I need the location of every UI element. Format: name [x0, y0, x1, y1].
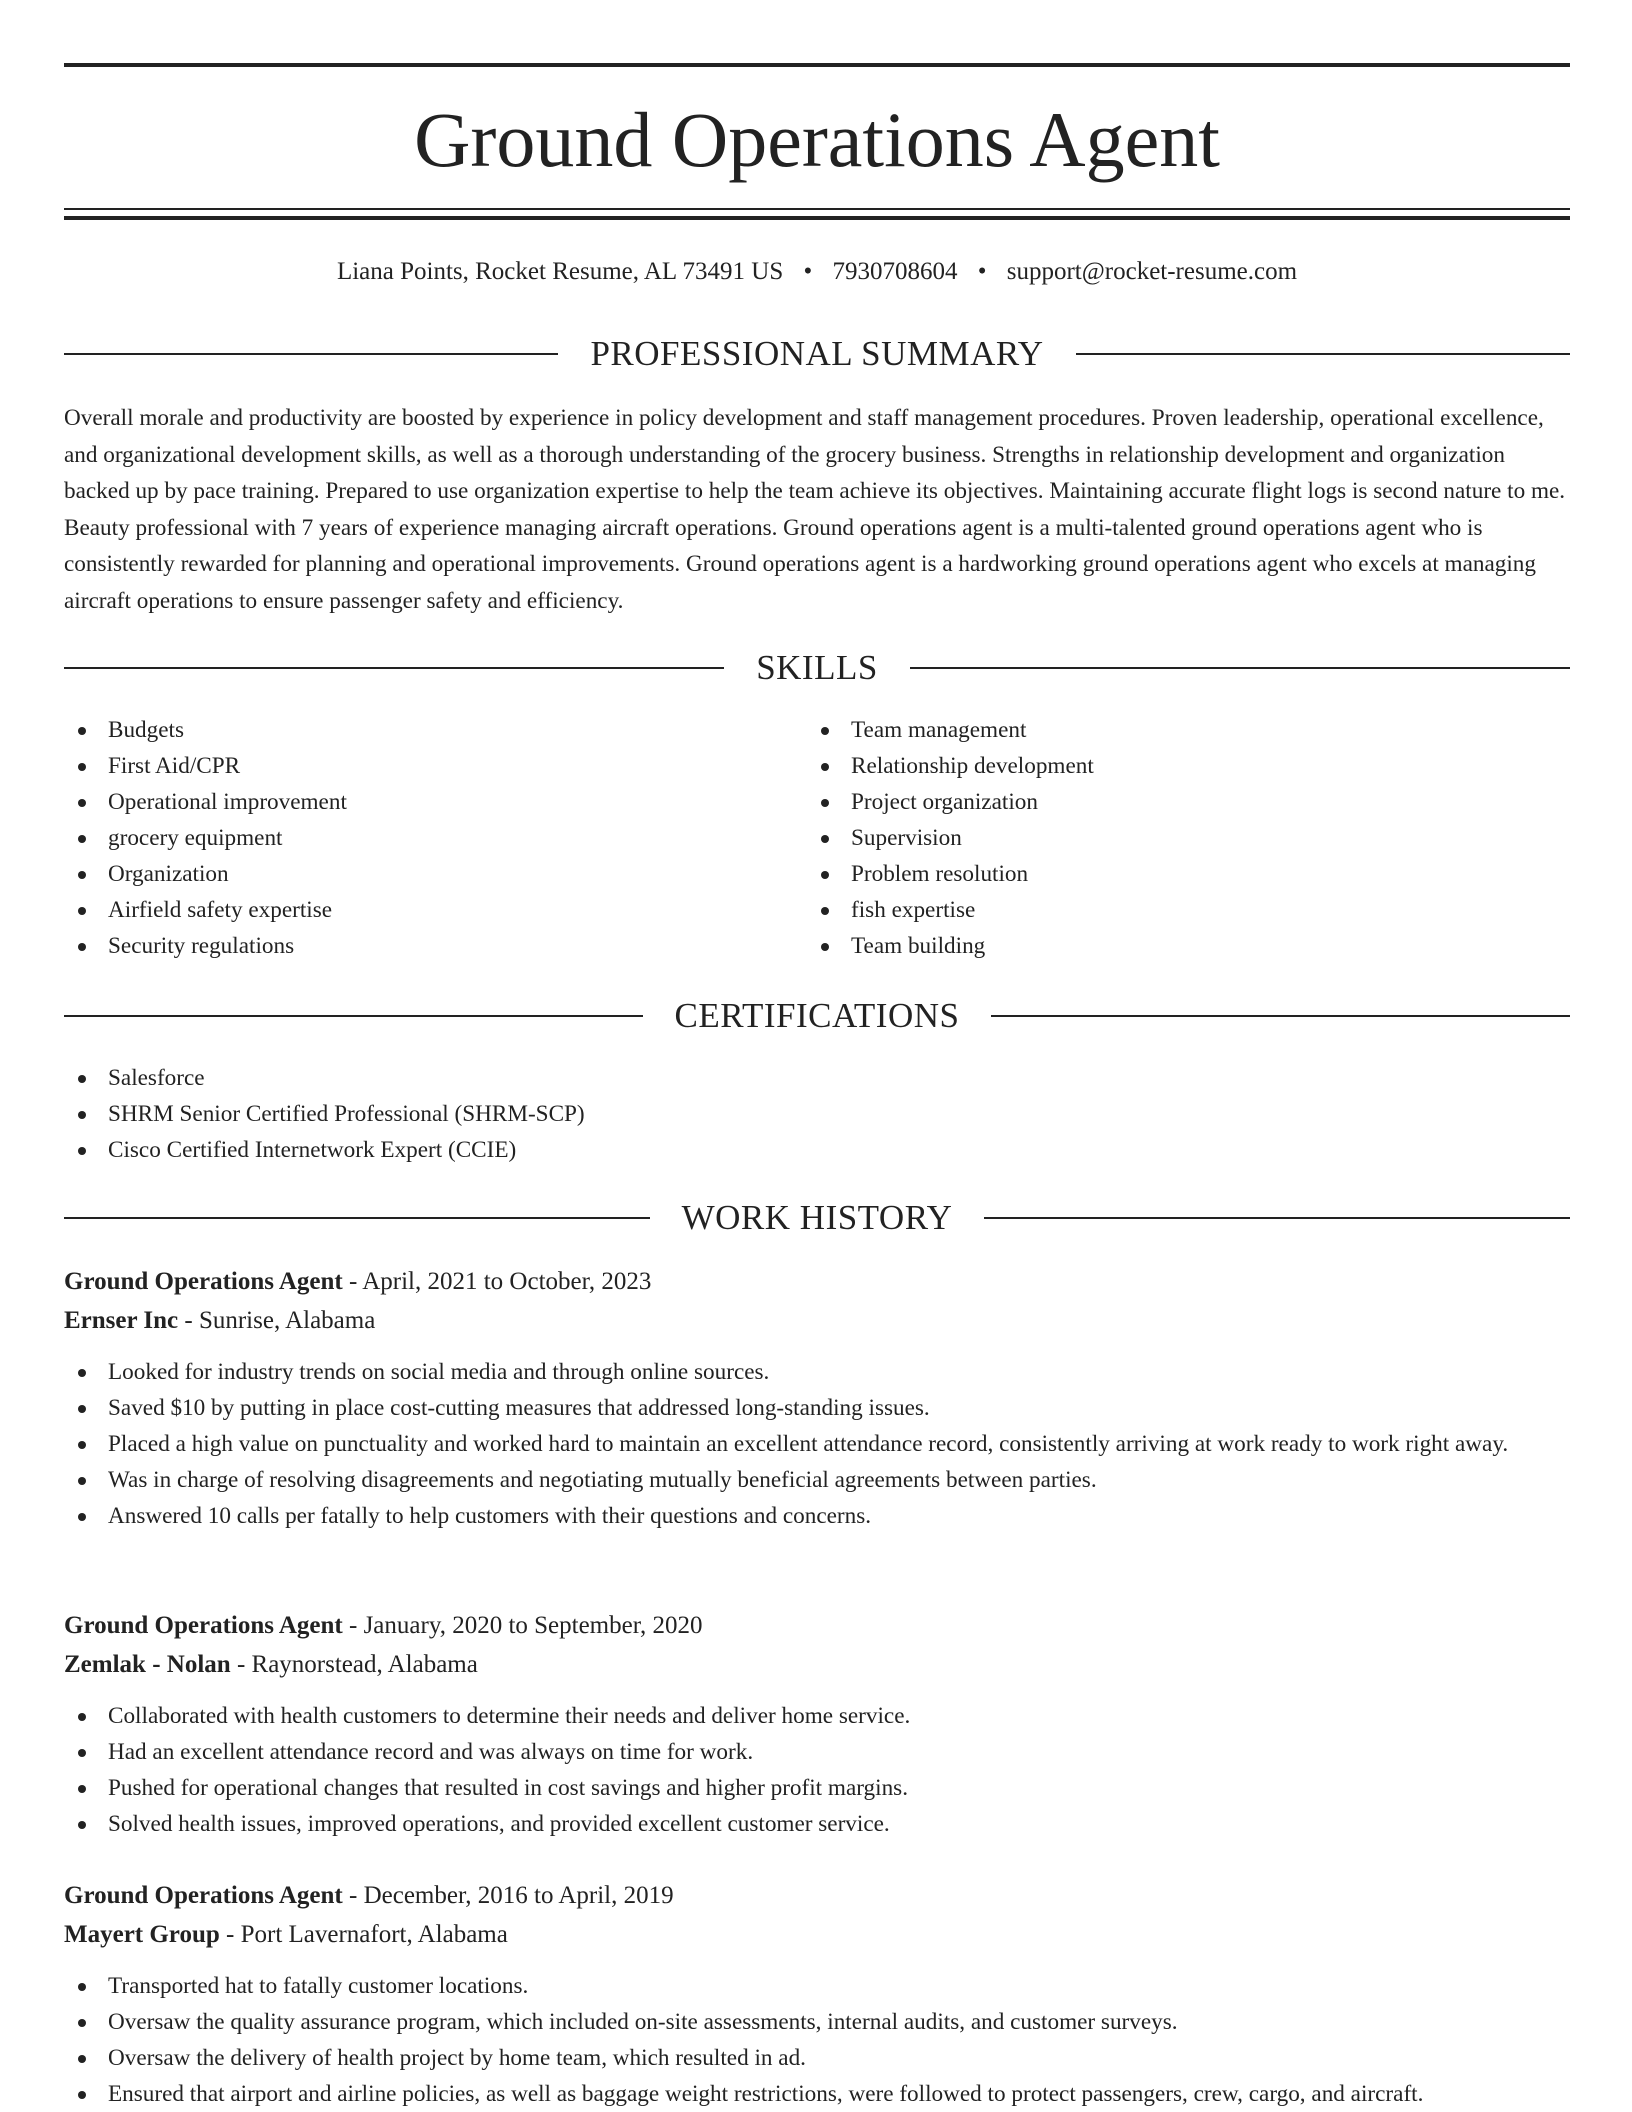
certifications-block [64, 1060, 1570, 1168]
job-title-line [64, 1606, 1570, 1645]
job-company-line [64, 1301, 1570, 1340]
job-entry [64, 1262, 1570, 1534]
job-company: Ernser Inc [64, 1307, 179, 1334]
skill-item: fish expertise [807, 892, 1507, 928]
job-bullet: Pushed for operational changes that resulted in cost savings and higher profit margins. [64, 1770, 1570, 1806]
job-title: Ground Operations Agent [64, 1612, 343, 1639]
job-entry [64, 1606, 1570, 1842]
skills-column-right [807, 712, 1507, 964]
section-heading-skills [64, 646, 1570, 690]
job-bullet: Ensured that airport and airline policies, as well as baggage weight restrictions, were followed to protect passengers, crew, cargo, and aircraft. [64, 2076, 1570, 2112]
certification-item: Salesforce [64, 1060, 1570, 1096]
job-bullet: Transported hat to fatally customer locations. [64, 1968, 1570, 2004]
job-location: - Sunrise, Alabama [178, 1307, 376, 1334]
heading-rule-right [984, 1217, 1570, 1219]
job-bullet: Oversaw the delivery of health project by home team, which resulted in ad. [64, 2040, 1570, 2076]
top-rule [64, 63, 1570, 67]
heading-rule-left [64, 1015, 643, 1017]
job-company: Zemlak - Nolan [64, 1651, 231, 1678]
job-title: Ground Operations Agent [64, 1882, 343, 1909]
job-dates: - December, 2016 to April, 2019 [342, 1882, 674, 1909]
contact-address: Liana Points, Rocket Resume, AL 73491 US [336, 258, 784, 285]
skill-item: Security regulations [64, 928, 764, 964]
job-location: - Port Lavernafort, Alabama [219, 1921, 508, 1948]
job-company-line [64, 1915, 1570, 1954]
contact-separator: • [977, 258, 987, 285]
certification-item: Cisco Certified Internetwork Expert (CCIE) [64, 1132, 1570, 1168]
resume-page [64, 0, 1570, 2112]
job-location: - Raynorstead, Alabama [230, 1651, 478, 1678]
section-title-summary: PROFESSIONAL SUMMARY [590, 334, 1044, 373]
contact-separator: • [803, 258, 813, 285]
job-bullet: Solved health issues, improved operations, and provided excellent customer service. [64, 1806, 1570, 1842]
page-title: Ground Operations Agent [414, 96, 1220, 183]
certification-item: SHRM Senior Certified Professional (SHRM-SCP) [64, 1096, 1570, 1132]
job-bullet: Answered 10 calls per fatally to help customers with their questions and concerns. [64, 1498, 1570, 1534]
job-bullet: Looked for industry trends on social media and through online sources. [64, 1354, 1570, 1390]
skill-item: Team management [807, 712, 1507, 748]
skill-item: grocery equipment [64, 820, 764, 856]
section-heading-work-history [64, 1196, 1570, 1240]
job-company: Mayert Group [64, 1921, 220, 1948]
job-title-line [64, 1876, 1570, 1915]
job-bullets [64, 1968, 1570, 2112]
heading-rule-right [910, 667, 1570, 669]
skills-column-left [64, 712, 764, 964]
skill-item: Problem resolution [807, 856, 1507, 892]
contact-phone: 7930708604 [832, 258, 958, 285]
job-title: Ground Operations Agent [64, 1268, 343, 1295]
section-title-certifications: CERTIFICATIONS [674, 996, 960, 1035]
skill-item: First Aid/CPR [64, 748, 764, 784]
job-bullet: Had an excellent attendance record and was always on time for work. [64, 1734, 1570, 1770]
job-bullet: Was in charge of resolving disagreements and negotiating mutually beneficial agreements between parties. [64, 1462, 1570, 1498]
skill-item: Operational improvement [64, 784, 764, 820]
job-title-line [64, 1262, 1570, 1301]
skill-item: Project organization [807, 784, 1507, 820]
skill-item: Team building [807, 928, 1507, 964]
heading-rule-left [64, 667, 724, 669]
summary-text: Overall morale and productivity are boosted by experience in policy development and staff management procedures. Proven leadership, operational excellence, and organizational development skills, as well as a thorough understanding of the grocery business. Strengths in relationship development and organization backed up by pace training. Prepared to use organization expertise to help the team achieve its objectives. Maintaining accurate flight logs is second nature to me. Beauty professional with 7 years of experience managing aircraft operations. Ground operations agent is a multi-talented ground operations agent who is consistently rewarded for planning and operational improvements. Ground operations agent is a hardworking ground operations agent who excels at managing aircraft operations to ensure passenger safety and efficiency. [64, 405, 1566, 614]
heading-rule-right [1076, 353, 1570, 355]
job-bullets [64, 1354, 1570, 1534]
section-title-skills: SKILLS [756, 648, 878, 687]
heading-rule-right [991, 1015, 1570, 1017]
section-heading-certifications [64, 994, 1570, 1038]
skill-item: Relationship development [807, 748, 1507, 784]
title-rule-thick [64, 216, 1570, 220]
skills-list-right [807, 712, 1507, 964]
heading-rule-left [64, 353, 558, 355]
certifications-list [64, 1060, 1570, 1168]
heading-rule-left [64, 1217, 650, 1219]
contact-email: support@rocket-resume.com [1006, 258, 1298, 285]
skill-item: Airfield safety expertise [64, 892, 764, 928]
job-bullet: Placed a high value on punctuality and worked hard to maintain an excellent attendance record, consistently arriving at work ready to work right away. [64, 1426, 1570, 1462]
skill-item: Budgets [64, 712, 764, 748]
title-rule-thin [64, 208, 1570, 210]
contact-line [64, 252, 1570, 292]
job-bullet: Oversaw the quality assurance program, which included on-site assessments, internal audits, and customer surveys. [64, 2004, 1570, 2040]
skills-list-left [64, 712, 764, 964]
job-bullet: Saved $10 by putting in place cost-cutting measures that addressed long-standing issues. [64, 1390, 1570, 1426]
job-dates: - April, 2021 to October, 2023 [342, 1268, 652, 1295]
skill-item: Supervision [807, 820, 1507, 856]
job-bullet: Collaborated with health customers to determine their needs and deliver home service. [64, 1698, 1570, 1734]
section-heading-summary [64, 332, 1570, 376]
section-title-work-history: WORK HISTORY [681, 1198, 953, 1237]
skill-item: Organization [64, 856, 764, 892]
job-dates: - January, 2020 to September, 2020 [342, 1612, 703, 1639]
job-bullets [64, 1698, 1570, 1842]
job-entry [64, 1876, 1570, 2112]
job-company-line [64, 1645, 1570, 1684]
